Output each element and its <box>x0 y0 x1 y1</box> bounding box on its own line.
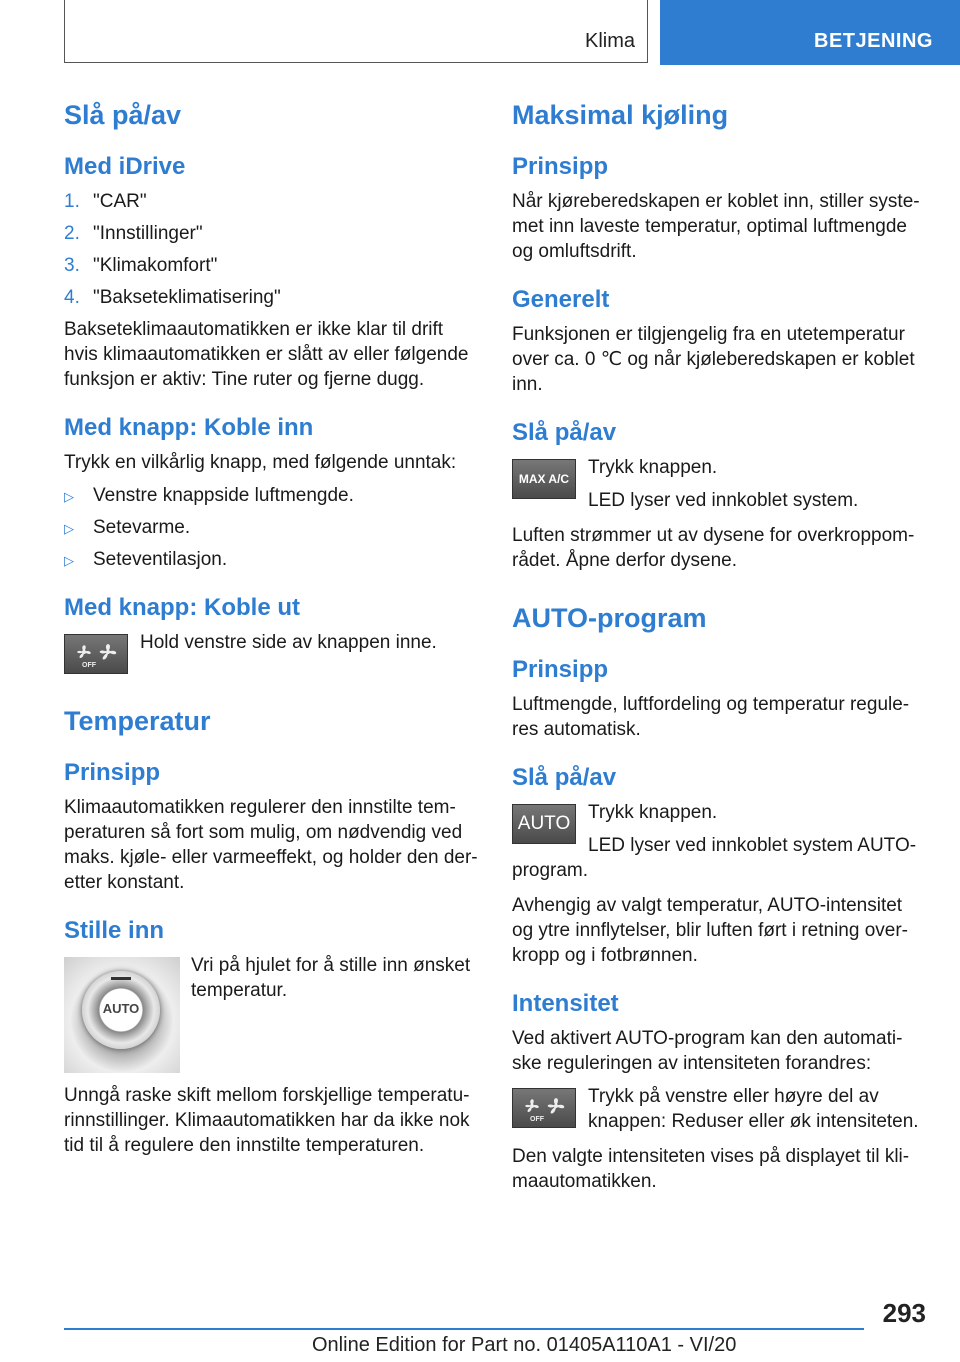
footer-divider <box>64 1328 864 1330</box>
exception-list <box>64 483 480 572</box>
list-item <box>64 515 480 540</box>
left-column <box>64 100 480 1166</box>
right-column <box>512 100 926 1202</box>
fan-off-icon <box>64 634 128 674</box>
list-item <box>64 285 480 310</box>
step-text: "Innstillinger" <box>93 223 203 244</box>
step-number: 3. <box>64 255 80 276</box>
couple-in-paragraph: Trykk en vilkårlig knapp, med følgende unntak: <box>64 452 457 473</box>
triangle-bullet-icon: ▷ <box>64 521 74 536</box>
svg-text:OFF: OFF <box>530 1116 544 1123</box>
max-ac-button-icon: MAX A/C <box>512 459 576 499</box>
header-chapter-tab <box>660 0 960 65</box>
intensity-row <box>512 1084 926 1134</box>
list-item <box>64 483 480 508</box>
knob-ring <box>82 971 160 1049</box>
step-text: "Bakseteklimatisering" <box>93 287 281 308</box>
triangle-bullet-icon: ▷ <box>64 553 74 568</box>
maxac-text-1: Trykk knappen. <box>588 457 718 478</box>
header-chapter: BETJENING <box>814 30 933 52</box>
header-section: Klima <box>584 30 635 52</box>
general-text: Funksjonen er tilgjengelig fra en utetemperatur over ca. 0 ℃ og når kjøleberedskapen er koblet inn. <box>512 324 915 395</box>
auto-paragraph: Avhengig av valgt temperatur, AUTO-intensitet og ytre innflytelser, blir luften ført i retning over-kropp og i fotbrønnen. <box>512 895 908 966</box>
fan-intensity-icon <box>512 1088 576 1128</box>
svg-text:OFF: OFF <box>82 662 96 669</box>
list-item <box>64 221 480 246</box>
step-number: 1. <box>64 191 80 212</box>
auto-button-icon: AUTO <box>512 804 576 844</box>
step-number: 2. <box>64 223 80 244</box>
idrive-paragraph: Bakseteklimaautomatikken er ikke klar til drift hvis klimaautomatikken er slått av eller følgende funksjon er aktiv: Tine ruter og fjerne dugg. <box>64 319 469 390</box>
heading-intensity: Intensitet <box>512 990 619 1017</box>
heading-general: Generelt <box>512 286 610 313</box>
idrive-steps <box>64 189 480 310</box>
bullet-text: Venstre knappside luftmengde. <box>93 485 354 506</box>
closing-text: Den valgte intensiteten vises på displayet til kli-maautomatikken. <box>512 1146 910 1192</box>
heading-couple-in: Med knapp: Koble inn <box>64 414 314 441</box>
heading-auto-principle: Prinsipp <box>512 656 609 683</box>
intensity-text: Ved aktivert AUTO-program kan den automati-ske reguleringen av intensiteten forandres: <box>512 1028 903 1074</box>
auto-principle: Luftmengde, luftfordeling og temperatur regule-res automatisk. <box>512 694 910 740</box>
heading-principle: Prinsipp <box>512 153 609 180</box>
set-row <box>64 953 480 1073</box>
knob-label: AUTO <box>102 1001 140 1016</box>
bullet-text: Setevarme. <box>93 517 191 538</box>
auto-row <box>512 800 926 883</box>
maxac-paragraph: Luften strømmer ut av dysene for overkroppom-rådet. Åpne derfor dysene. <box>512 525 915 571</box>
heading-temp-principle: Prinsipp <box>64 759 161 786</box>
list-item <box>64 189 480 214</box>
step-text: "Klimakomfort" <box>93 255 218 276</box>
couple-out-text: Hold venstre side av knappen inne. <box>140 632 437 653</box>
temp-principle: Klimaautomatikken regulerer den innstilte tem-peraturen så fort som mulig, om nødvendig ved maks. kjøle- eller varmeeffekt, og holder den der-etter konstant. <box>64 797 478 893</box>
header-box <box>64 0 648 63</box>
edition-text: Online Edition for Part no. 01405A110A1 - VI/20 <box>312 1334 737 1356</box>
step-number: 4. <box>64 287 80 308</box>
temperature-knob-image <box>64 957 180 1073</box>
heading-auto-onoff: Slå på/av <box>512 764 617 791</box>
set-text: Vri på hjulet for å stille inn ønsket temperatur. <box>191 955 471 1001</box>
list-item <box>64 547 480 572</box>
heading-onoff-max: Slå på/av <box>512 419 617 446</box>
heading-on-off: Slå på/av <box>64 100 182 130</box>
heading-temperature: Temperatur <box>64 706 211 736</box>
heading-auto-program: AUTO-program <box>512 603 707 633</box>
heading-couple-out: Med knapp: Koble ut <box>64 594 300 621</box>
minus-icon <box>111 977 131 980</box>
auto-text-2-content: LED lyser ved innkoblet system AUTO-program. <box>512 835 917 881</box>
temp-warning: Unngå raske skift mellom forskjellige temperatu-rinnstillinger. Klimaautomatikken har da ikke nok tid til å regulere den innstilte temperaturen. <box>64 1085 470 1156</box>
triangle-bullet-icon: ▷ <box>64 489 74 504</box>
heading-set: Stille inn <box>64 917 165 944</box>
principle-text: Når kjøreberedskapen er koblet inn, stiller syste-met inn laveste temperatur, optimal luftmengde og omluftsdrift. <box>512 191 920 262</box>
intensity-button-text: Trykk på venstre eller høyre del av knappen: Reduser eller øk intensiteten. <box>588 1086 919 1132</box>
page-number: 293 <box>882 1298 926 1328</box>
couple-out-row <box>64 630 480 676</box>
auto-text-1: Trykk knappen. <box>588 802 718 823</box>
heading-idrive: Med iDrive <box>64 153 186 180</box>
heading-max-cooling: Maksimal kjøling <box>512 100 729 130</box>
maxac-row <box>512 455 926 513</box>
bullet-text: Seteventilasjon. <box>93 549 228 570</box>
maxac-text-2: LED lyser ved innkoblet system. <box>588 490 859 511</box>
step-text: "CAR" <box>93 191 147 212</box>
list-item <box>64 253 480 278</box>
